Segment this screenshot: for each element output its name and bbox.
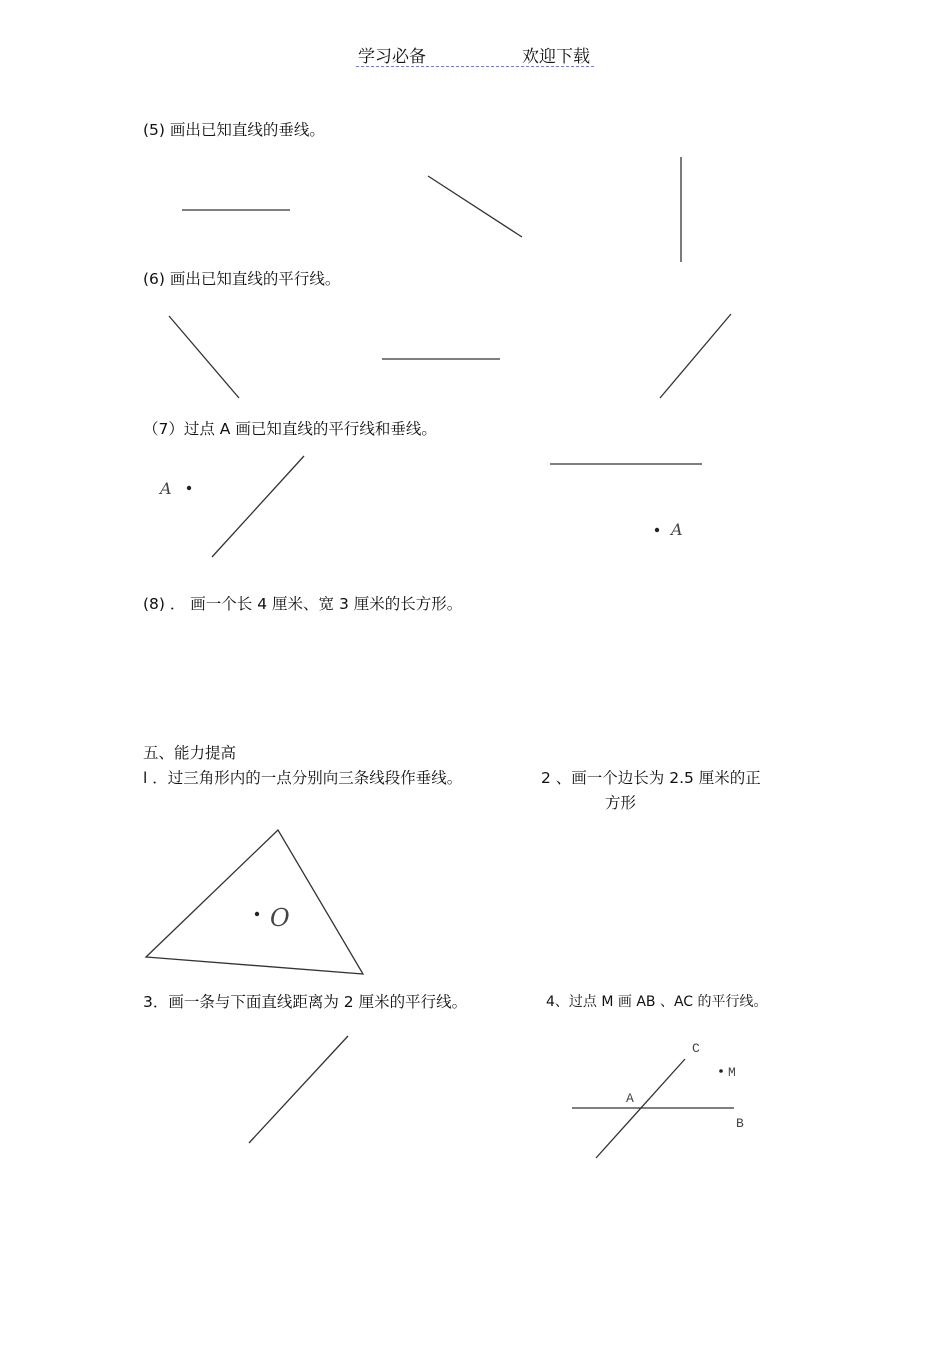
- q3-slanted-line: [249, 1036, 348, 1143]
- q5-slanted-line: [428, 176, 522, 237]
- section-5-question-2-text: 2 、画一个边长为 2.5 厘米的正: [541, 769, 761, 787]
- question-8-text: (8) ． 画一个长 4 厘米、宽 3 厘米的长方形。: [143, 595, 463, 613]
- q6-ascending-line: [660, 314, 731, 398]
- question-6-text: (6) 画出已知直线的平行线。: [143, 270, 341, 288]
- question-5-text: (5) 画出已知直线的垂线。: [143, 121, 325, 139]
- q7-point-a2: [655, 528, 659, 532]
- section-5-question-3-text: 3．画一条与下面直线距离为 2 厘米的平行线。: [143, 993, 468, 1011]
- q7-label-a1: A: [160, 479, 172, 498]
- section-5-question-1-text: l ．过三角形内的一点分别向三条线段作垂线。: [143, 769, 463, 787]
- header-right-text: 欢迎下载: [522, 47, 590, 67]
- q4-label-a: A: [626, 1091, 634, 1106]
- q4-label-c: C: [692, 1041, 700, 1056]
- q7-point-a1: [187, 486, 191, 490]
- header-left-text: 学习必备: [358, 47, 426, 67]
- question-7-text: （7）过点 A 画已知直线的平行线和垂线。: [143, 420, 437, 438]
- section-5-question-2-text-cont: 方形: [605, 794, 637, 812]
- q6-descending-line: [169, 316, 239, 398]
- q7-label-a2: A: [671, 520, 683, 539]
- q1-label-o: O: [270, 904, 290, 932]
- q1-triangle: [146, 830, 363, 974]
- q4-label-b: B: [736, 1116, 744, 1131]
- q7-slanted-line: [212, 456, 304, 557]
- q1-point-o: [255, 912, 259, 916]
- section-5-title: 五、能力提高: [143, 744, 237, 762]
- q4-label-m: M: [728, 1065, 736, 1080]
- q4-point-m: [719, 1069, 723, 1073]
- section-5-question-4-text: 4、过点 M 画 AB 、AC 的平行线。: [546, 994, 768, 1010]
